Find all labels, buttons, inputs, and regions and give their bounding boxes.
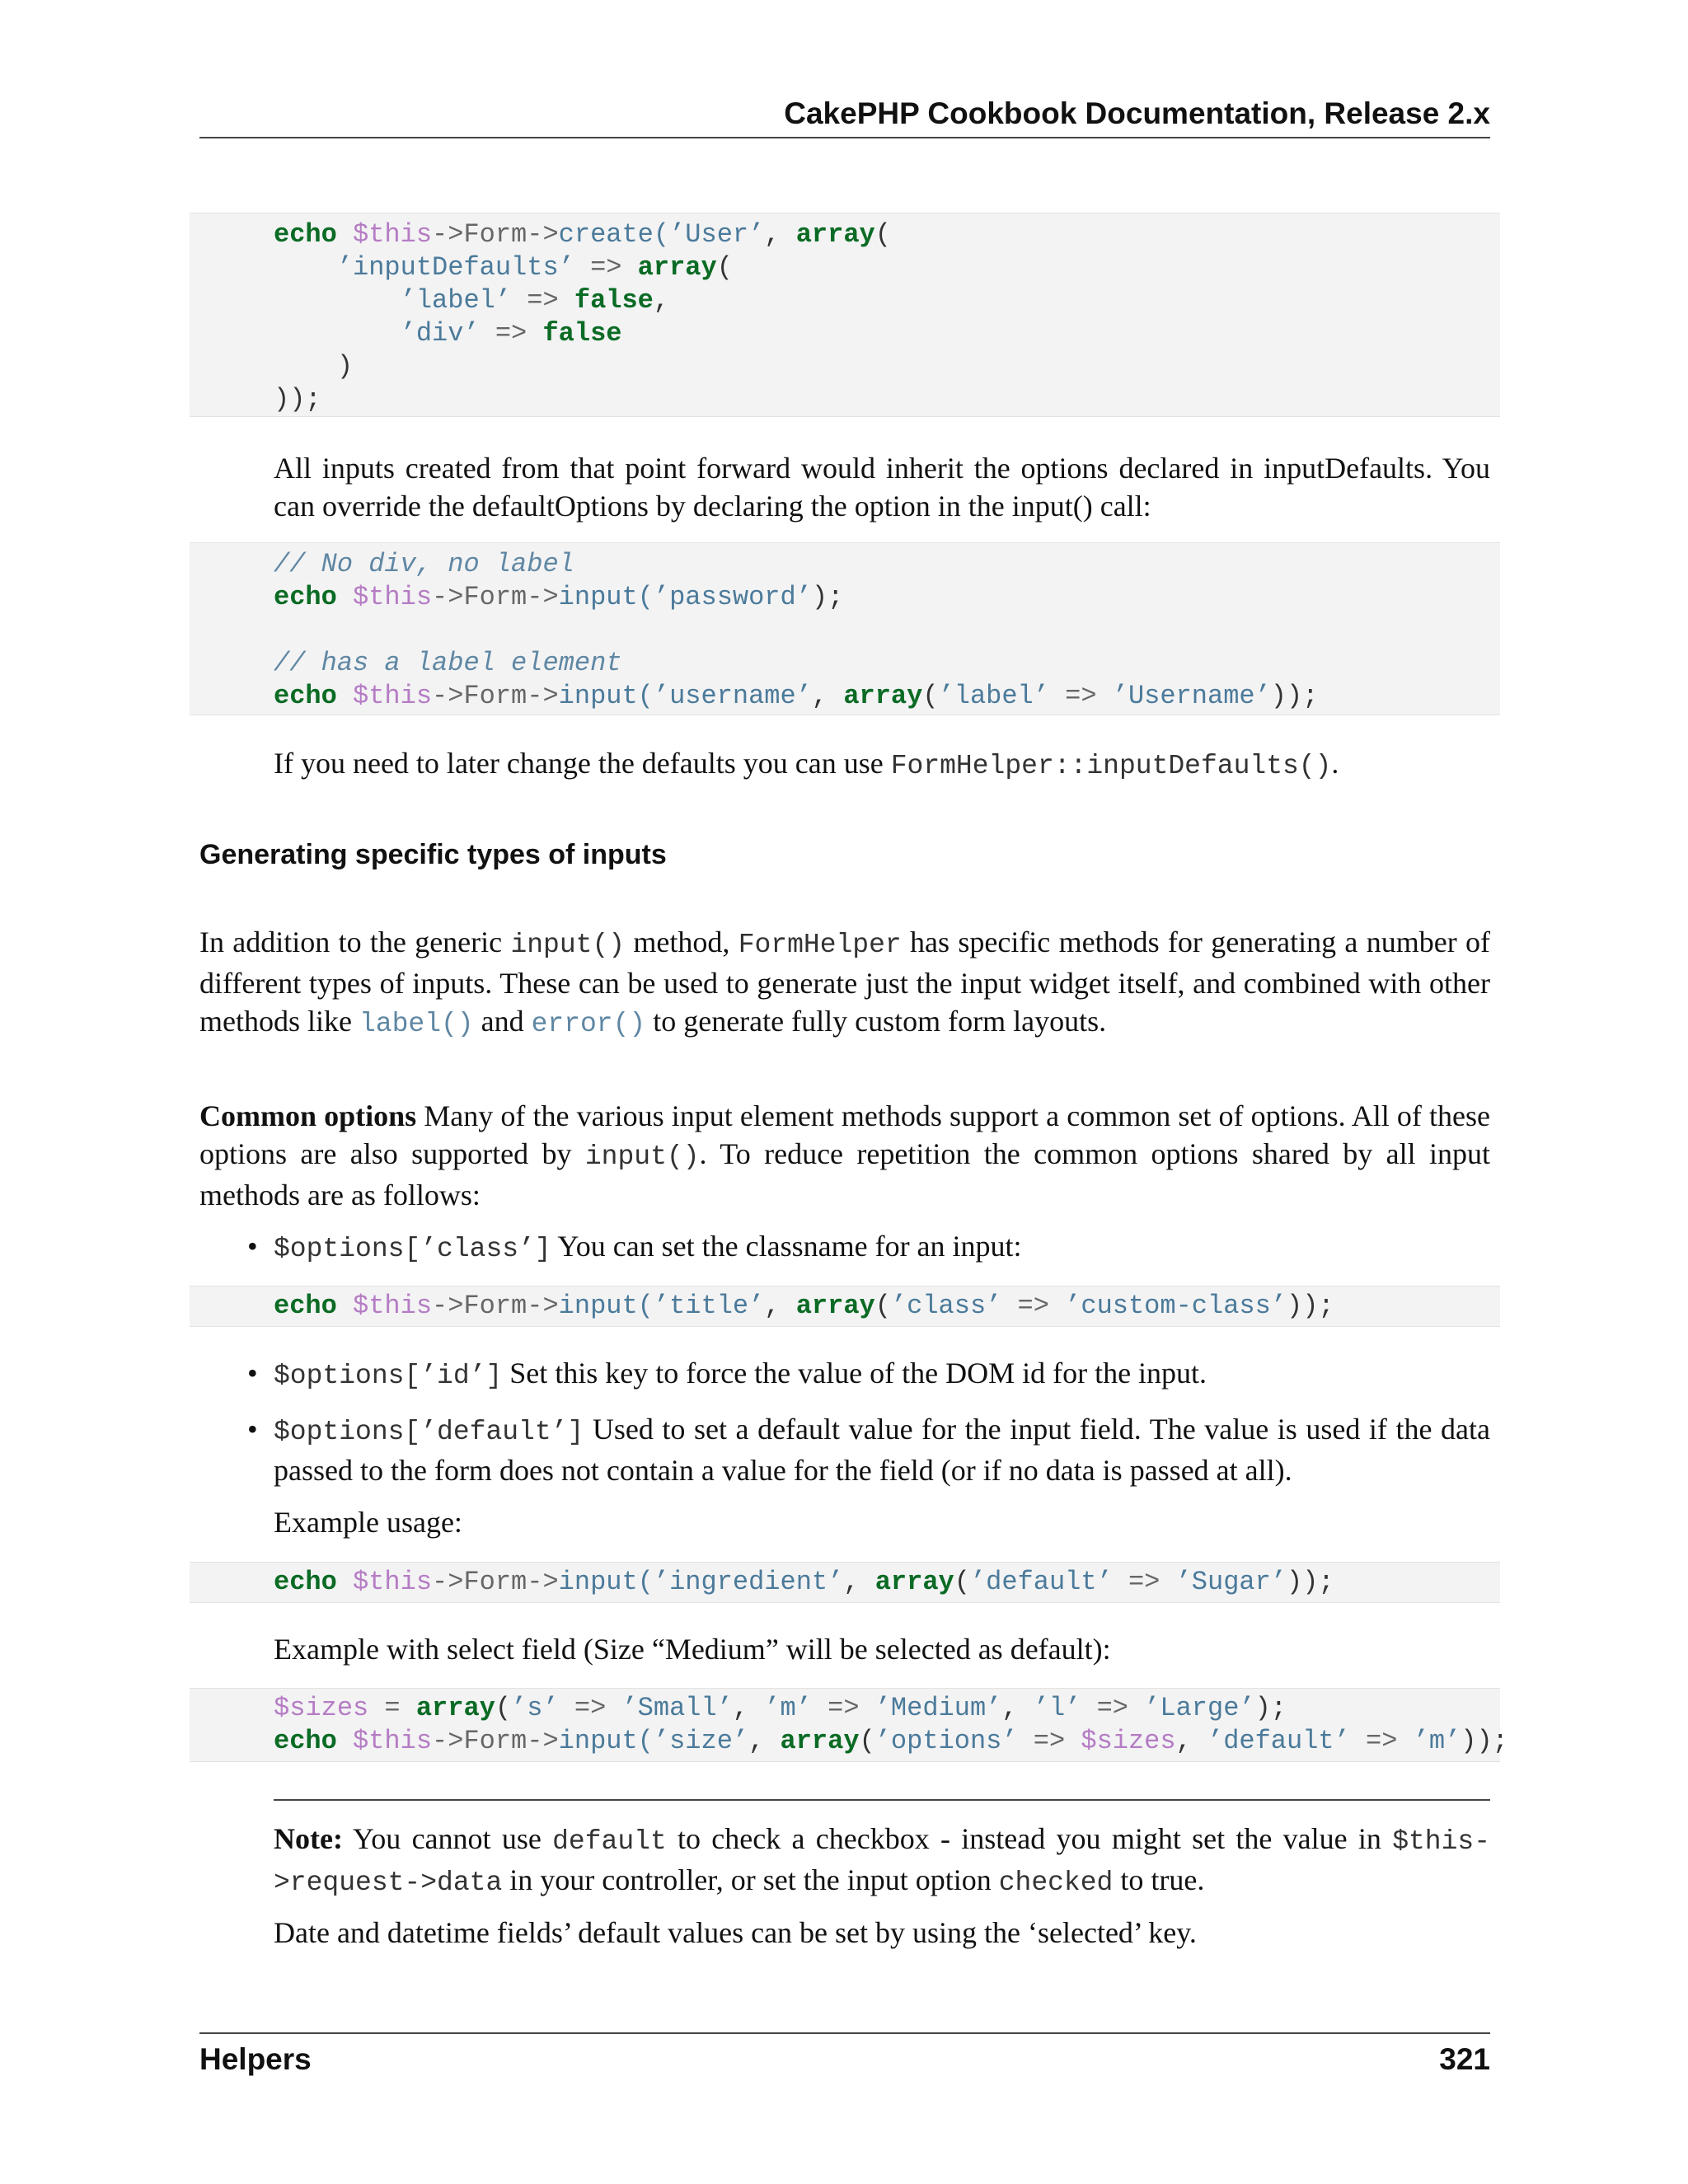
code-comment: // has a label element: [274, 648, 622, 678]
code-line: echo $this->Form->input(’ingredient’, array(’default’ => ’Sugar’));: [274, 1567, 1334, 1597]
code-line: ): [336, 351, 354, 382]
paragraph-input-defaults: All inputs created from that point forward would inherit the options declared in inputDefaults. You can override the defaultOptions by declaring the option in the input() call:: [274, 452, 1490, 523]
paragraph-date-fields: Date and datetime fields’ default values can be set by using the ‘selected’ key.: [274, 1916, 1197, 1949]
paragraph-change-defaults: If you need to later change the defaults you can use FormHelper::inputDefaults().: [274, 747, 1339, 781]
code-block-select: [190, 1688, 1508, 1762]
code-line: ));: [274, 384, 321, 415]
common-options-term: Common options: [199, 1099, 417, 1132]
code-block-default: [190, 1562, 1500, 1603]
code-line: echo $this->Form->input(’title’, array(’class’ => ’custom-class’));: [274, 1291, 1334, 1321]
code-line: echo $this->Form->input(’size’, array(’options’ => $sizes, ’default’ => ’m’));: [274, 1726, 1508, 1756]
code-line: echo $this->Form->create(’User’, array(: [274, 219, 891, 250]
code-line: $sizes = array(’s’ => ’Small’, ’m’ => ’Medium’, ’l’ => ’Large’);: [274, 1693, 1287, 1723]
note-label: Note:: [274, 1822, 343, 1855]
code-block-class: [190, 1286, 1500, 1327]
paragraph-select-example: Example with select field (Size “Medium” will be selected as default):: [274, 1633, 1111, 1666]
paragraph-common-options: Common options Many of the various input element methods support a common set of options. All of these options are also supported by input(). To reduce repetition the common options shared by all input methods are as follows:: [199, 1099, 1490, 1212]
code-block-input-examples: [190, 542, 1500, 715]
running-header: [199, 92, 1490, 138]
code-block-create: [190, 213, 1500, 417]
code-line: ’div’ => false: [400, 318, 622, 349]
error-link[interactable]: error(): [531, 1009, 646, 1039]
paragraph-example-usage: Example usage:: [274, 1506, 462, 1539]
bullet-marker: •: [247, 1357, 258, 1390]
bullet-id-option: $options[’id’] Set this key to force the value of the DOM id for the input.: [274, 1357, 1207, 1391]
code-line: echo $this->Form->input(’username’, array(’label’ => ’Username’));: [274, 681, 1319, 711]
footer-section: Helpers: [199, 2042, 312, 2076]
running-footer: [199, 2032, 1490, 2077]
header-title: CakePHP Cookbook Documentation, Release 2.x: [784, 96, 1490, 130]
bullet-marker: •: [247, 1230, 258, 1263]
code-blank-line: [274, 614, 1500, 647]
bullet-marker: •: [247, 1413, 258, 1446]
code-line: ’label’ => false,: [400, 285, 670, 316]
paragraph-specific-inputs: In addition to the generic input() method, FormHelper has specific methods for generating a number of different types of inputs. These can be used to generate just the input widget itself, and combined with other methods like label() and error() to generate fully custom form layouts.: [199, 926, 1490, 1039]
code-line: echo $this->Form->input(’password’);: [274, 582, 844, 612]
bullet-class-option: $options[’class’] You can set the classname for an input:: [274, 1230, 1022, 1264]
code-comment: // No div, no label: [274, 549, 574, 579]
note-top-rule: [274, 1799, 1490, 1801]
section-heading: Generating specific types of inputs: [199, 839, 667, 870]
page-number: 321: [1439, 2042, 1490, 2076]
bullet-default-option: $options[’default’] Used to set a default value for the input field. The value is used if the data passed to the form does not contain a value for the field (or if no data is passed at all).: [274, 1413, 1490, 1487]
label-link[interactable]: label(): [359, 1009, 474, 1039]
note-paragraph: Note: You cannot use default to check a checkbox - instead you might set the value in $this->request->data in your controller, or set the input option checked to true.: [274, 1822, 1491, 1898]
code-line: ’inputDefaults’ => array(: [336, 252, 733, 283]
